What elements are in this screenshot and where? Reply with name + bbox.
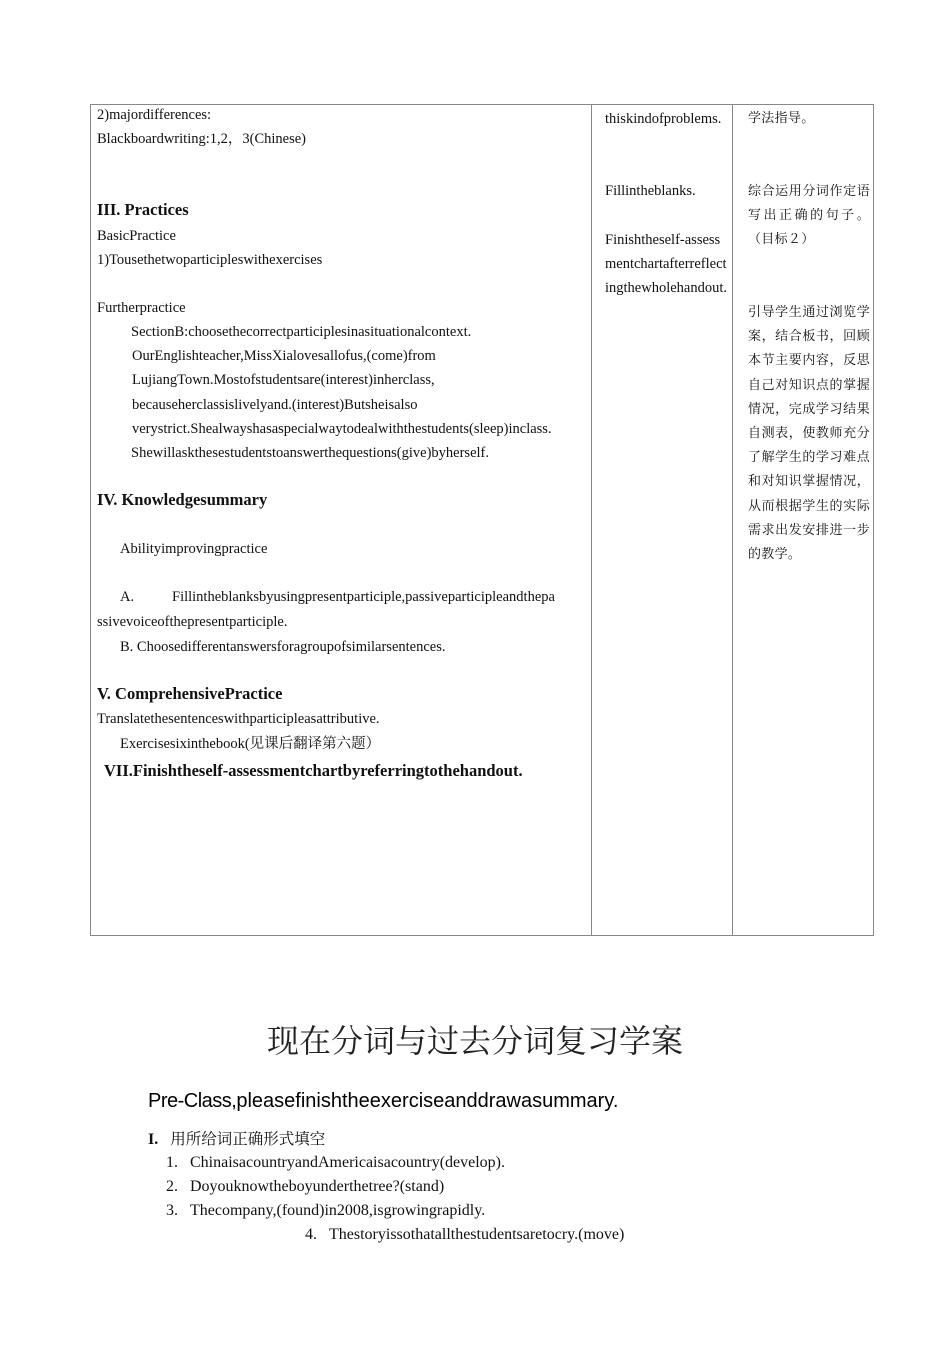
ability-practice-label: Abilityimprovingpractice: [120, 541, 268, 557]
exercise-number: 1.: [166, 1154, 178, 1171]
item-a-text-cont: ssivevoiceofthepresentparticiple.: [97, 614, 288, 630]
activity-self-assessment: Finishtheself-assessmentchartafterreflectingthewholehandout.: [605, 232, 728, 297]
exercise-item: [305, 1223, 624, 1247]
exercise-item: [166, 1199, 485, 1223]
preclass-instruction: [148, 1088, 618, 1114]
exercise-item: [166, 1175, 444, 1199]
exercise-item: [166, 1151, 505, 1175]
handout-title: 现在分词与过去分词复习学案: [266, 1022, 683, 1060]
exercise-number: 4.: [305, 1226, 317, 1243]
major-differences-line: 2)majordifferences:: [97, 107, 212, 123]
exercise-text: ChinaisacountryandAmericaisacountry(develop).: [190, 1154, 505, 1171]
preclass-text: pleasefinishtheexerciseanddrawasummary.: [236, 1090, 619, 1112]
activity-problems-text: thiskindofproblems.: [605, 111, 722, 127]
teaching-content-column: [91, 105, 592, 935]
purpose-comprehensive-use: 综合运用分词作定语写出正确的句子。（目标２）: [748, 184, 870, 248]
exercise-number: 2.: [166, 1178, 178, 1195]
section-b-line: SectionB:choosethecorrectparticiplesinasituationalcontext.: [131, 324, 472, 340]
basic-practice-item: 1)Tousethetwoparticipleswithexercises: [97, 252, 323, 268]
section-iv-heading: IV. Knowledgesummary: [97, 490, 268, 509]
exercise-number: 3.: [166, 1202, 178, 1219]
further-practice-label: Furtherpractice: [97, 300, 186, 316]
passage-line: LujiangTown.Mostofstudentsare(interest)inherclass,: [132, 372, 435, 388]
design-intent-column: [733, 105, 873, 935]
item-a-text: Fillintheblanksbyusingpresentparticiple,passiveparticipleandthepa: [172, 589, 555, 605]
exercise-text: Doyouknowtheboyunderthetree?(stand): [190, 1178, 445, 1195]
passage-line: OurEnglishteacher,MissXialovesallofus,(come)from: [132, 348, 436, 364]
exercise-six-line: Exercisesixinthebook(见课后翻译第六题）: [120, 736, 381, 752]
section-number: I.: [148, 1131, 159, 1148]
activity-fill-blanks: Fillintheblanks.: [605, 183, 696, 199]
preclass-label: Pre-Class,: [148, 1090, 237, 1112]
item-b-text: B. Choosedifferentanswersforagroupofsimilarsentences.: [120, 639, 446, 655]
lesson-plan-table: [90, 104, 874, 936]
section-heading: [148, 1127, 325, 1152]
passage-line: becauseherclassislivelyand.(interest)Butsheisalso: [132, 397, 418, 413]
exercise-text: Thecompany,(found)in2008,isgrowingrapidly.: [190, 1202, 486, 1219]
section-title: 用所给词正确形式填空: [170, 1130, 326, 1148]
student-activity-column: [592, 105, 733, 935]
translate-line: Translatethesentenceswithparticipleasattributive.: [97, 711, 380, 727]
blackboard-writing-line: Blackboardwriting:1,2，3(Chinese): [97, 131, 306, 147]
basic-practice-label: BasicPractice: [97, 228, 176, 244]
purpose-study-method: 学法指导。: [748, 111, 815, 126]
section-iii-heading: III. Practices: [97, 200, 189, 219]
purpose-review-guidance: 引导学生通过浏览学案，结合板书，回顾本节主要内容，反思自己对知识点的掌握情况，完成学习结果自测表，使教师充分了解学生的学习难点和对知识掌握情况，从而根据学生的实际需求出发安排进一步的教学。: [748, 305, 870, 563]
passage-line: Shewillaskthesestudentstoanswerthequestions(give)byherself.: [131, 445, 489, 461]
passage-line: verystrict.Shealwayshasaspecialwaytodealwiththestudents(sleep)inclass.: [132, 421, 552, 437]
section-vii-heading: VII.Finishtheself-assessmentchartbyreferringtothehandout.: [104, 761, 523, 780]
item-a-marker: A.: [120, 589, 135, 605]
section-v-heading: V. ComprehensivePractice: [97, 684, 283, 703]
exercise-text: Thestoryissothatallthestudentsaretocry.(move): [329, 1226, 625, 1243]
